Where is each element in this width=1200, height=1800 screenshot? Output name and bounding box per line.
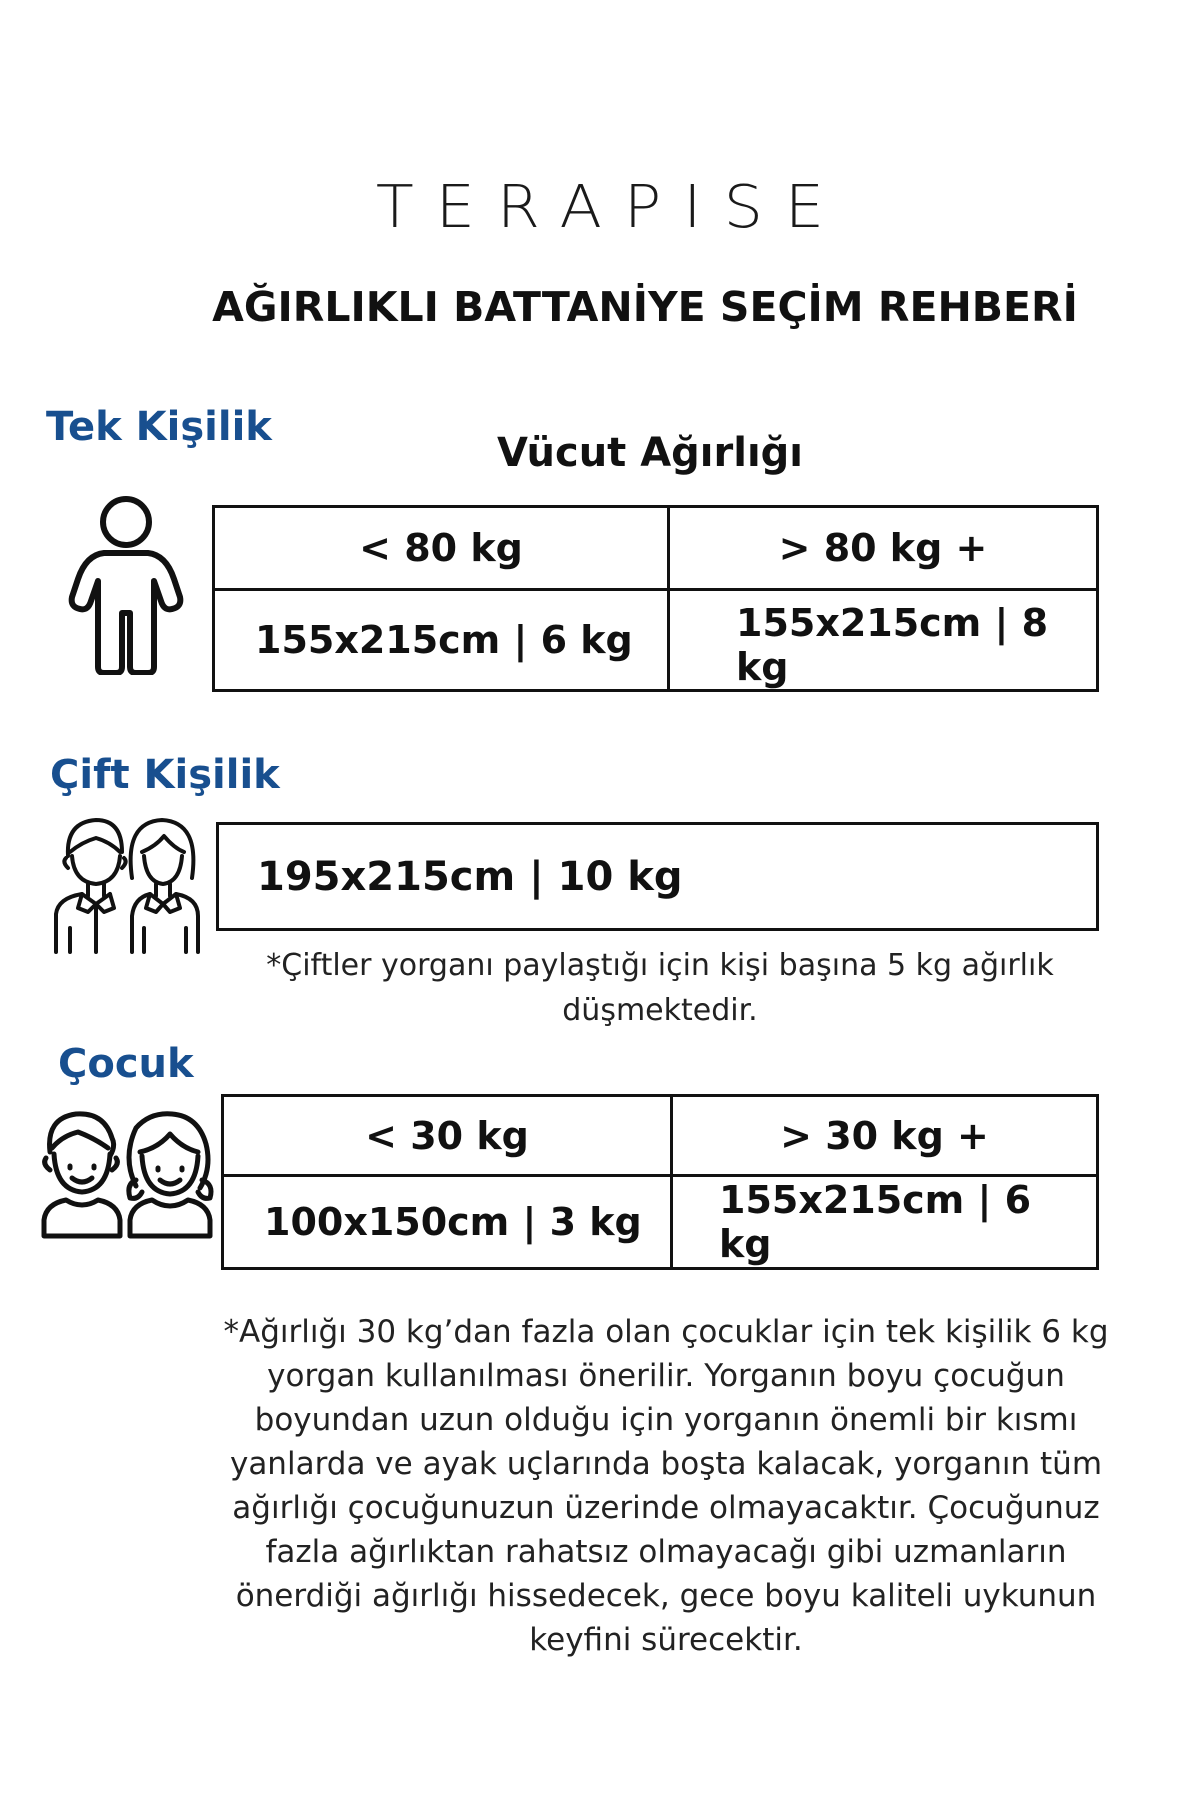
- single-table: [212, 505, 1099, 692]
- single-value-under-80: 155x215cm | 6 kg: [214, 590, 669, 691]
- child-value-under-30: 100x150cm | 3 kg: [223, 1176, 672, 1269]
- person-icon: [66, 495, 186, 675]
- double-note: *Çiftler yorganı paylaştığı için kişi başına 5 kg ağırlık düşmektedir.: [266, 948, 1054, 1028]
- double-value: 195x215cm | 10 kg: [257, 853, 683, 900]
- brand-logo: TERAPISE: [375, 171, 847, 242]
- double-heading: Çift Kişilik: [50, 752, 280, 798]
- double-value-box: [216, 822, 1099, 931]
- single-column-over-80: > 80 kg +: [669, 507, 1098, 590]
- child-table: [221, 1094, 1099, 1270]
- child-column-over-30: > 30 kg +: [672, 1096, 1098, 1176]
- body-weight-subheading: Vücut Ağırlığı: [496, 430, 804, 476]
- child-column-under-30: < 30 kg: [223, 1096, 672, 1176]
- couple-icon: [52, 812, 202, 954]
- single-column-under-80: < 80 kg: [214, 507, 669, 590]
- page-title: AĞIRLIKLI BATTANİYE SEÇİM REHBERİ: [212, 283, 1078, 331]
- single-value-over-80: 155x215cm | 8 kg: [669, 590, 1098, 691]
- footer-note: *Ağırlığı 30 kg’dan fazla olan çocuklar için tek kişilik 6 kg yorgan kullanılması önerilir. Yorganın boyu çocuğun boyundan uzun olduğu için yorganın önemli bir kısmı yanlarda ve ayak uçlarında boşta kalacak, yorganın tüm ağırlığı çocuğunuzun üzerinde olmayacaktır. Çocuğunuz fazla ağırlıktan rahatsız olmayacağı gibi uzmanların önerdiği ağırlığı hissedecek, gece boyu kaliteli uykunun keyfini sürecektir.: [223, 1314, 1109, 1658]
- single-heading: Tek Kişilik: [46, 404, 272, 450]
- children-icon: [40, 1108, 215, 1240]
- child-value-over-30: 155x215cm | 6 kg: [672, 1176, 1098, 1269]
- child-heading: Çocuk: [58, 1041, 194, 1087]
